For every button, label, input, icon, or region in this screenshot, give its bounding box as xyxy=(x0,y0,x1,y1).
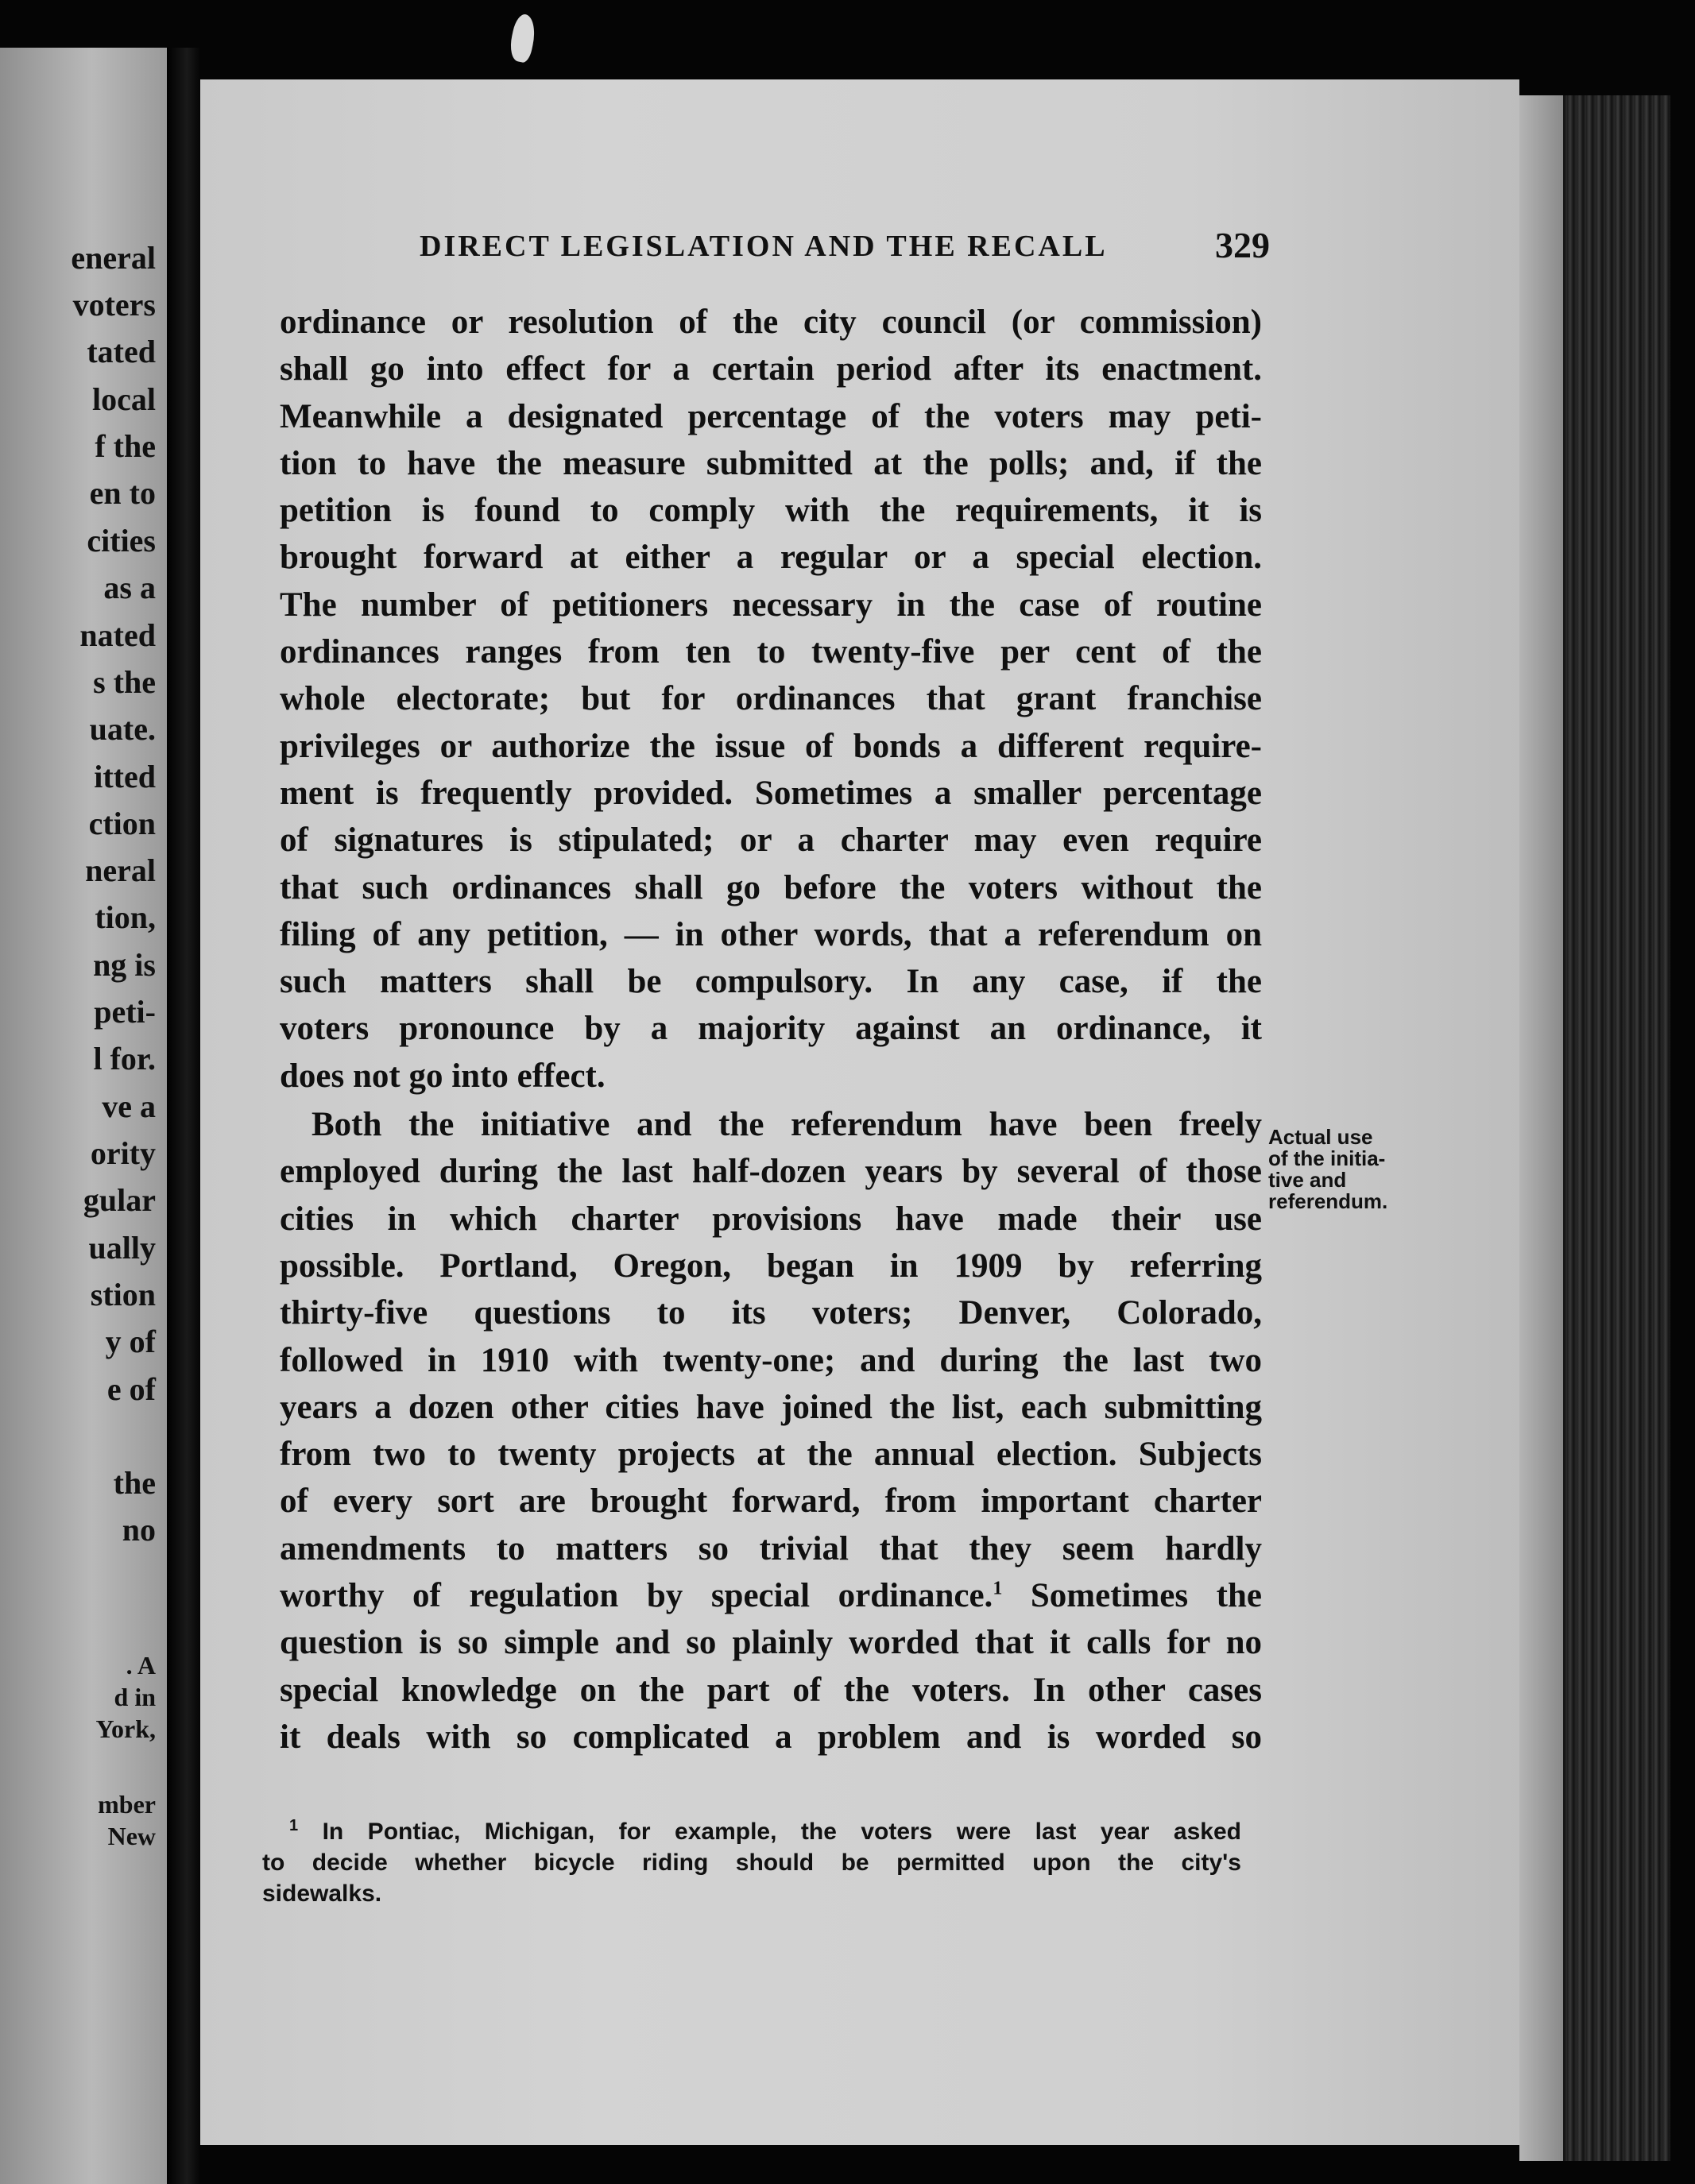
left-page-text-line: the xyxy=(113,1465,156,1501)
text-line: Both the initiative and the referendum have been freely xyxy=(312,1106,1262,1144)
left-page-text-line: ve a xyxy=(102,1088,156,1124)
text-line: ordinances ranges from ten to twenty-five per cent of the xyxy=(280,633,1262,671)
text-line: Meanwhile a designated percentage of the voters may peti- xyxy=(280,397,1262,435)
left-page-text-line: no xyxy=(122,1512,156,1548)
text-line-with-footnote-ref xyxy=(280,1572,1262,1619)
left-page-text-line: ually xyxy=(88,1230,156,1266)
text-line: privileges or authorize the issue of bonds a different require- xyxy=(280,727,1262,765)
left-page-text-line: local xyxy=(92,381,156,417)
text-line: years a dozen other cities have joined the list, each submitting xyxy=(280,1388,1262,1426)
page-number: 329 xyxy=(1215,225,1270,265)
margin-note-line: of the initia- xyxy=(1268,1146,1386,1170)
text-line: filing of any petition, — in other words, that a referendum on xyxy=(280,915,1262,953)
left-page-text-line: ction xyxy=(88,806,156,841)
left-page-text-line: ority xyxy=(90,1135,156,1171)
left-page-text-line: tated xyxy=(87,334,156,369)
margin-note-line: referendum. xyxy=(1268,1189,1388,1213)
text-line: does not go into effect. xyxy=(280,1057,606,1095)
text-line: it deals with so complicated a problem and is worded so xyxy=(280,1718,1262,1756)
text-line: employed during the last half-dozen years by several of those xyxy=(280,1153,1262,1191)
running-title: DIRECT LEGISLATION AND THE RECALL xyxy=(420,230,1108,263)
left-page-text-line: gular xyxy=(83,1182,156,1218)
left-page-text-line: uate. xyxy=(89,711,156,747)
book-gutter xyxy=(167,48,200,2184)
text-line: thirty-five questions to its voters; Denver, Colorado, xyxy=(280,1294,1262,1332)
scan-artifact xyxy=(507,13,539,64)
text-line: special knowledge on the part of the voters. In other cases xyxy=(280,1671,1262,1709)
page-edge-shadow xyxy=(1519,95,1563,2161)
left-page-note-line: d in xyxy=(114,1683,156,1711)
left-page-text-line: peti- xyxy=(94,994,156,1030)
text-line: cities in which charter provisions have made their use xyxy=(280,1200,1262,1238)
text-line: from two to twenty projects at the annual election. Subjects xyxy=(280,1436,1262,1474)
text-line: of every sort are brought forward, from important charter xyxy=(280,1482,1262,1521)
text-line: ment is frequently provided. Sometimes a smaller percentage xyxy=(280,774,1262,812)
margin-note-line: Actual use xyxy=(1268,1125,1373,1149)
text-line: followed in 1910 with twenty-one; and during the last two xyxy=(280,1341,1262,1379)
text-line: such matters shall be compulsory. In any case, if the xyxy=(280,963,1262,1001)
left-page-text-line: eneral xyxy=(71,240,156,276)
left-page-text-line: y of xyxy=(105,1324,156,1359)
text-line: of signatures is stipulated; or a charter may even require xyxy=(280,821,1262,860)
text-line: whole electorate; but for ordinances that grant franchise xyxy=(280,680,1262,718)
footnote-line: sidewalks. xyxy=(262,1881,382,1907)
paragraph xyxy=(280,299,1262,1100)
footnote-line: to decide whether bicycle riding should be permitted upon the city's xyxy=(262,1850,1241,1876)
footnote-marker: 1 xyxy=(289,1817,299,1834)
left-page-text-line: s the xyxy=(93,664,156,700)
body-text xyxy=(280,299,1262,1761)
margin-note xyxy=(1268,1127,1427,1212)
left-page-text-line: neral xyxy=(85,852,156,888)
left-page-text-line: as a xyxy=(103,570,156,605)
margin-note-line: tive and xyxy=(1268,1168,1347,1192)
left-page-text-line: voters xyxy=(72,287,156,323)
text-line: brought forward at either a regular or a special election. xyxy=(280,539,1262,577)
text-segment: worthy of regulation by special ordinance. xyxy=(280,1577,993,1615)
left-page-text-line: nated xyxy=(79,617,156,653)
footnote xyxy=(262,1816,1241,1909)
text-line: voters pronounce by a majority against an ordinance, it xyxy=(280,1010,1262,1048)
left-page-text-line: e of xyxy=(106,1371,156,1407)
left-page-text-line: cities xyxy=(87,523,156,559)
left-page-text-line: stion xyxy=(90,1277,156,1312)
left-page-text-line: en to xyxy=(89,475,156,511)
footnote-reference[interactable]: 1 xyxy=(993,1578,1003,1599)
text-line: tion to have the measure submitted at the polls; and, if the xyxy=(280,444,1262,482)
left-page-text-line: ng is xyxy=(93,947,156,983)
left-page-note-line: . A xyxy=(126,1651,156,1680)
running-head xyxy=(420,225,1270,269)
left-page-text-line: itted xyxy=(94,759,156,794)
text-line: that such ordinances shall go before the voters without the xyxy=(280,868,1262,906)
paragraph xyxy=(280,1101,1262,1761)
footnote-line xyxy=(262,1816,1241,1847)
text-line: question is so simple and so plainly worded that it calls for no xyxy=(280,1624,1262,1662)
left-page-fragment xyxy=(0,48,167,2184)
text-line: petition is found to comply with the requirements, it is xyxy=(280,492,1262,530)
left-page-text-line: l for. xyxy=(93,1041,156,1077)
text-line: amendments to matters so trivial that they seem hardly xyxy=(280,1529,1262,1567)
left-page-text-line: f the xyxy=(95,428,156,464)
left-page-text-line: tion, xyxy=(95,899,156,935)
text-line: possible. Portland, Oregon, began in 1909 by referring xyxy=(280,1247,1262,1285)
text-line: The number of petitioners necessary in the case of routine xyxy=(280,586,1262,624)
left-page-note-line: New xyxy=(107,1822,156,1850)
text-line: shall go into effect for a certain period after its enactment. xyxy=(280,350,1262,388)
footnote-text: In Pontiac, Michigan, for example, the voters were last year asked xyxy=(322,1819,1241,1845)
text-line: ordinance or resolution of the city council (or commission) xyxy=(280,303,1262,341)
left-page-note-line: York, xyxy=(95,1714,156,1743)
text-segment: Sometimes the xyxy=(1002,1577,1262,1615)
left-page-note-line: mber xyxy=(98,1790,156,1819)
